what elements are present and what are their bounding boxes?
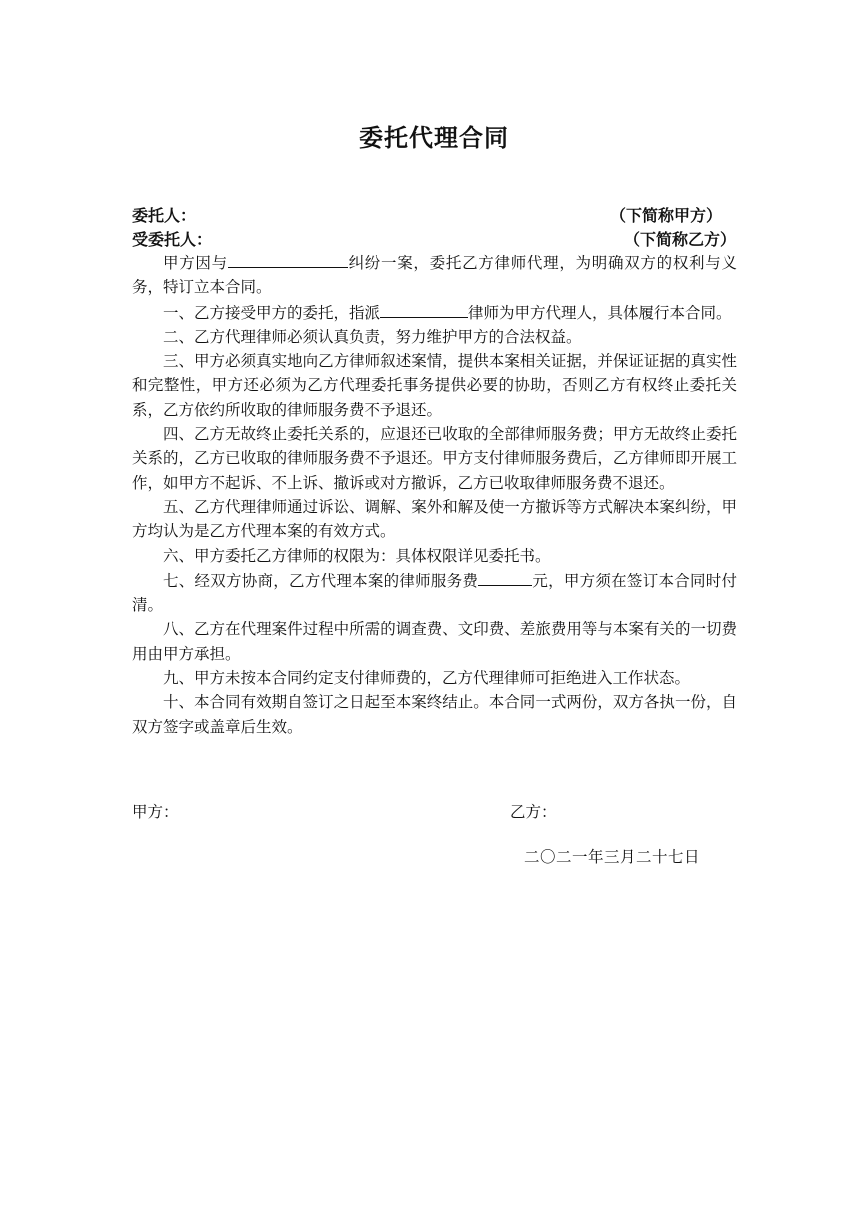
intro-text-a: 甲方因与 xyxy=(163,254,228,272)
clause-1-text-a: 一、乙方接受甲方的委托，指派 xyxy=(163,303,381,322)
clause-4: 四、乙方无故终止委托关系的，应退还已收取的全部律师服务费；甲方无故终止委托关系的，乙方已收取的律师服务费不予退还。甲方支付律师服务费后，乙方律师即开展工作，如甲方不起诉、不上诉、撤诉或对方撤诉，乙方已收取律师服务费不退还。 xyxy=(132,425,737,492)
party-b-signature: 乙方： xyxy=(510,803,557,821)
intro-paragraph xyxy=(132,250,737,300)
opponent-blank xyxy=(228,250,348,268)
clause-7-text-b: 元，甲方须在签订本合同时付清。 xyxy=(132,571,737,615)
lawyer-name-blank xyxy=(380,300,468,318)
contract-date: 二〇二一年三月二十七日 xyxy=(524,848,701,866)
clause-8: 八、乙方在代理案件过程中所需的调查费、文印费、差旅费用等与本案有关的一切费用由甲方承担。 xyxy=(132,620,737,663)
fee-blank xyxy=(478,568,532,586)
clause-6: 六、甲方委托乙方律师的权限为：具体权限详见委托书。 xyxy=(163,546,551,565)
clause-9: 九、甲方未按本合同约定支付律师费的，乙方代理律师可拒绝进入工作状态。 xyxy=(163,669,691,688)
contract-body xyxy=(132,250,737,739)
clause-7-text-a: 七、经双方协商，乙方代理本案的律师服务费 xyxy=(163,571,479,590)
principal-note: （下简称甲方） xyxy=(609,206,722,225)
party-a-signature: 甲方： xyxy=(132,803,179,821)
page-title: 委托代理合同 xyxy=(359,123,509,152)
clause-1 xyxy=(132,300,737,325)
clause-2: 二、乙方代理律师必须认真负责，努力维护甲方的合法权益。 xyxy=(163,327,582,346)
clause-10: 十、本合同有效期自签订之日起至本案终结止。本合同一式两份，双方各执一份，自双方签字或盖章后生效。 xyxy=(132,693,737,736)
agent-label: 受委托人： xyxy=(132,230,213,249)
clause-1-text-b: 律师为甲方代理人，具体履行本合同。 xyxy=(468,303,732,322)
principal-label: 委托人： xyxy=(132,206,197,225)
principal-line xyxy=(132,204,736,228)
clause-5: 五、乙方代理律师通过诉讼、调解、案外和解及使一方撤诉等方式解决本案纠纷，甲方均认为是乙方代理本案的有效方式。 xyxy=(132,497,737,541)
agent-line xyxy=(132,228,736,252)
intro-text-b: 纠纷一案，委托乙方律师代理，为明确双方的权利与义务，特订立本合同。 xyxy=(132,254,737,297)
agent-note: （下简称乙方） xyxy=(623,230,736,249)
clause-3: 三、甲方必须真实地向乙方律师叙述案情，提供本案相关证据，并保证证据的真实性和完整性，甲方还必须为乙方代理委托事务提供必要的协助，否则乙方有权终止委托关系，乙方依约所收取的律师服务费不予退还。 xyxy=(132,352,737,419)
clause-7 xyxy=(132,568,737,618)
